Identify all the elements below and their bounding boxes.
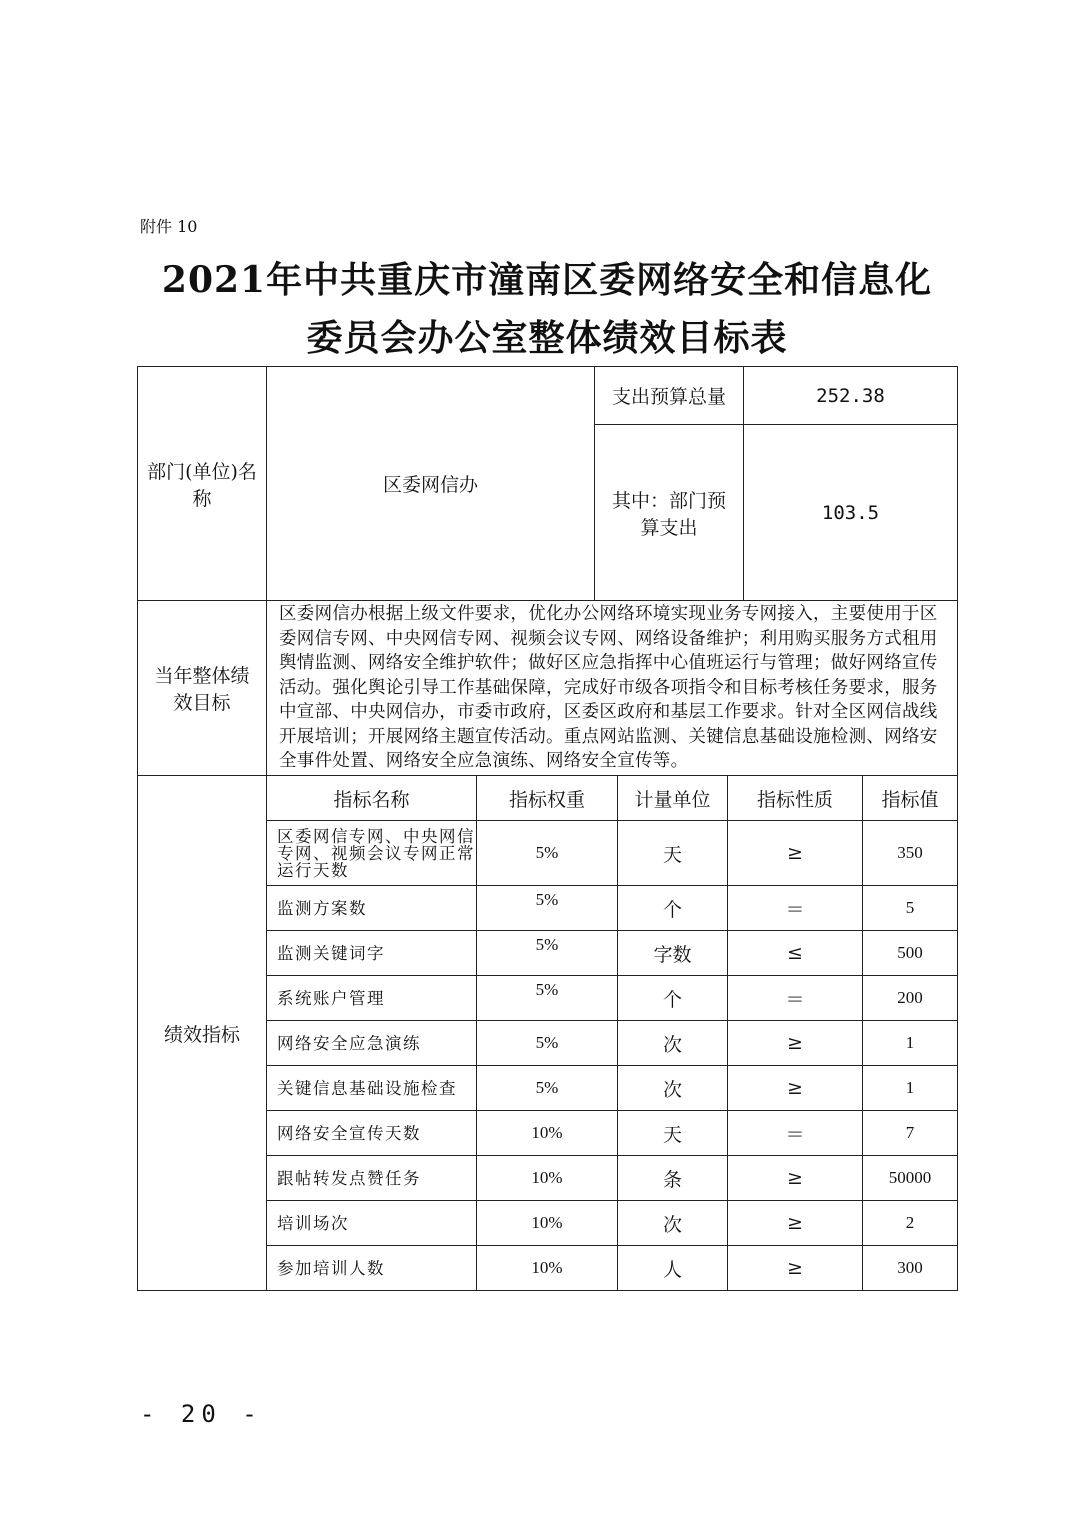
metric-name: 监测方案数	[267, 886, 477, 931]
metrics-table	[137, 775, 958, 1291]
metric-value: 500	[863, 931, 958, 976]
metric-type: ≥	[728, 1246, 863, 1291]
page-number: - 20 -	[140, 1400, 263, 1428]
metric-type: ＝	[728, 1111, 863, 1156]
metric-value: 1	[863, 1066, 958, 1111]
metric-value: 350	[863, 821, 958, 886]
column-header: 计量单位	[618, 776, 728, 821]
metric-value: 300	[863, 1246, 958, 1291]
metric-unit: 次	[618, 1201, 728, 1246]
metric-name: 关键信息基础设施检查	[267, 1066, 477, 1111]
metric-value: 5	[863, 886, 958, 931]
metric-name: 参加培训人数	[267, 1246, 477, 1291]
metric-weight: 5%	[477, 821, 618, 886]
metric-weight: 5%	[477, 1021, 618, 1066]
metric-name: 系统账户管理	[267, 976, 477, 1021]
metric-value: 50000	[863, 1156, 958, 1201]
budget-total-label: 支出预算总量	[595, 367, 744, 425]
metric-type: ＝	[728, 976, 863, 1021]
attachment-label: 附件 10	[140, 217, 198, 236]
metric-weight: 5%	[477, 1066, 618, 1111]
department-table	[137, 366, 958, 601]
metric-type: ≥	[728, 1066, 863, 1111]
metric-weight: 10%	[477, 1111, 618, 1156]
column-header: 指标值	[863, 776, 958, 821]
dept-label: 部门(单位)名称	[138, 367, 267, 601]
column-header: 指标权重	[477, 776, 618, 821]
metric-unit: 天	[618, 821, 728, 886]
metric-type: ≥	[728, 821, 863, 886]
metric-unit: 天	[618, 1111, 728, 1156]
goal-text: 区委网信办根据上级文件要求，优化办公网络环境实现业务专网接入，主要使用于区委网信专网、中央网信专网、视频会议专网、网络设备维护；利用购买服务方式租用舆情监测、网络安全维护软件；做好区应急指挥中心值班运行与管理；做好网络宣传活动。强化舆论引导工作基础保障，完成好市级各项指令和目标考核任务要求，服务中宣部、中央网信办，市委市政府，区委区政府和基层工作要求。针对全区网信战线开展培训；开展网络主题宣传活动。重点网站监测、关键信息基础设施检测、网络安全事件处置、网络安全应急演练、网络安全宣传等。	[267, 601, 958, 776]
metric-weight: 10%	[477, 1201, 618, 1246]
metric-unit: 个	[618, 976, 728, 1021]
metric-type: ≤	[728, 931, 863, 976]
metrics-label: 绩效指标	[138, 776, 267, 1291]
metric-weight: 10%	[477, 1156, 618, 1201]
metric-name: 网络安全应急演练	[267, 1021, 477, 1066]
metric-unit: 字数	[618, 931, 728, 976]
metric-type: ≥	[728, 1201, 863, 1246]
budget-total: 252.38	[744, 367, 958, 425]
title-line-1: 2021年中共重庆市潼南区委网络安全和信息化	[161, 259, 933, 301]
metric-unit: 个	[618, 886, 728, 931]
metric-name: 培训场次	[267, 1201, 477, 1246]
metric-unit: 人	[618, 1246, 728, 1291]
column-header: 指标名称	[267, 776, 477, 821]
metric-weight: 10%	[477, 1246, 618, 1291]
metric-type: ≥	[728, 1156, 863, 1201]
metric-value: 7	[863, 1111, 958, 1156]
metric-value: 2	[863, 1201, 958, 1246]
metric-name: 区委网信专网、中央网信专网、视频会议专网正常运行天数	[267, 821, 477, 886]
metric-unit: 次	[618, 1066, 728, 1111]
goal-label: 当年整体绩效目标	[138, 601, 267, 776]
metric-weight: 5%	[477, 886, 618, 931]
goal-table	[137, 600, 958, 776]
metric-name: 监测关键词字	[267, 931, 477, 976]
column-header: 指标性质	[728, 776, 863, 821]
dept-name: 区委网信办	[267, 367, 595, 601]
metric-unit: 条	[618, 1156, 728, 1201]
metric-type: ＝	[728, 886, 863, 931]
metric-type: ≥	[728, 1021, 863, 1066]
metric-weight: 5%	[477, 931, 618, 976]
metric-name: 网络安全宣传天数	[267, 1111, 477, 1156]
metric-name: 跟帖转发点赞任务	[267, 1156, 477, 1201]
budget-dept-label: 其中：部门预算支出	[595, 425, 744, 601]
metric-unit: 次	[618, 1021, 728, 1066]
title-line-2: 委员会办公室整体绩效目标表	[306, 317, 788, 359]
budget-dept: 103.5	[744, 425, 958, 601]
metric-value: 1	[863, 1021, 958, 1066]
metric-weight: 5%	[477, 976, 618, 1021]
metric-value: 200	[863, 976, 958, 1021]
